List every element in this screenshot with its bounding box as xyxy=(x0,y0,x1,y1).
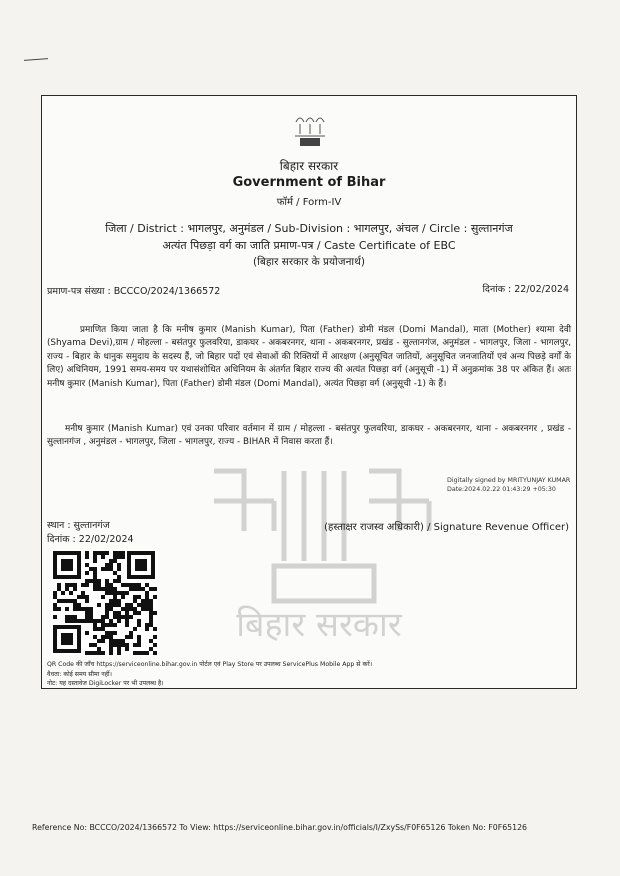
qr-module xyxy=(125,647,129,651)
qr-module xyxy=(121,555,125,559)
qr-module xyxy=(145,623,149,627)
qr-module xyxy=(101,595,105,599)
qr-module xyxy=(97,651,101,655)
qr-module xyxy=(85,583,89,587)
qr-module xyxy=(109,623,113,627)
qr-module xyxy=(117,599,121,603)
qr-module xyxy=(105,631,109,635)
qr-module xyxy=(113,579,117,583)
qr-module xyxy=(109,651,113,655)
qr-module xyxy=(89,643,93,647)
qr-module xyxy=(97,583,101,587)
qr-module xyxy=(121,615,125,619)
qr-module xyxy=(117,575,121,579)
qr-module xyxy=(129,587,133,591)
qr-module xyxy=(57,587,61,591)
qr-module xyxy=(77,607,81,611)
qr-module xyxy=(149,615,153,619)
qr-module xyxy=(121,639,125,643)
qr-module xyxy=(129,603,133,607)
qr-module xyxy=(85,551,89,555)
qr-module xyxy=(101,567,105,571)
qr-module xyxy=(97,603,101,607)
qr-module xyxy=(117,619,121,623)
qr-module xyxy=(113,603,117,607)
qr-module xyxy=(101,551,105,555)
qr-verification-note: QR Code की जाँच https://serviceonline.bihar.gov.in पोर्टल एवं Play Store पर उपलब्ध ServicePlus Mobile App से करें। xyxy=(47,661,373,668)
qr-module xyxy=(133,607,137,611)
qr-module xyxy=(145,627,149,631)
qr-module xyxy=(105,615,109,619)
qr-module xyxy=(137,623,141,627)
qr-module xyxy=(109,559,113,563)
qr-module xyxy=(101,639,105,643)
qr-module xyxy=(149,587,153,591)
qr-module xyxy=(125,623,129,627)
qr-module xyxy=(73,583,77,587)
form-label: फॉर्म / Form-IV xyxy=(276,197,342,208)
qr-module xyxy=(145,595,149,599)
qr-module xyxy=(121,607,125,611)
qr-module xyxy=(97,639,101,643)
qr-module xyxy=(93,643,97,647)
qr-module xyxy=(125,619,129,623)
qr-module xyxy=(85,599,89,603)
qr-module xyxy=(69,599,73,603)
qr-module xyxy=(129,607,133,611)
bihar-emblem-watermark xyxy=(194,451,444,651)
qr-code-icon xyxy=(51,549,157,655)
district-line: जिला / District : भागलपुर, अनुमंडल / Sub-Division : भागलपुर, अंचल / Circle : सुल्तानगंज xyxy=(105,222,513,235)
qr-module xyxy=(101,587,105,591)
qr-module xyxy=(109,583,113,587)
qr-module xyxy=(109,587,113,591)
officer-signature-label: (हस्ताक्षर राजस्व अधिकारी) / Signature Revenue Officer) xyxy=(324,522,569,533)
qr-module xyxy=(93,587,97,591)
qr-module xyxy=(109,643,113,647)
qr-module xyxy=(101,635,105,639)
qr-module xyxy=(133,651,137,655)
qr-module xyxy=(117,611,121,615)
digital-signature-date: Date:2024.02.22 01:43:29 +05:30 xyxy=(447,486,556,493)
qr-module xyxy=(149,611,153,615)
qr-module xyxy=(113,639,117,643)
qr-module xyxy=(125,611,129,615)
qr-module xyxy=(105,567,109,571)
qr-module xyxy=(101,651,105,655)
qr-module xyxy=(101,627,105,631)
qr-module xyxy=(93,579,97,583)
qr-module xyxy=(149,647,153,651)
validity-note: वैधता: कोई समय सीमा नहीं। xyxy=(47,671,112,678)
qr-module xyxy=(113,615,117,619)
qr-module xyxy=(137,643,141,647)
qr-module xyxy=(89,579,93,583)
qr-module xyxy=(53,595,57,599)
qr-module xyxy=(125,635,129,639)
watermark-text: बिहार सरकार xyxy=(236,605,402,645)
qr-module xyxy=(97,627,101,631)
qr-module xyxy=(113,591,117,595)
qr-module xyxy=(97,587,101,591)
qr-module xyxy=(133,583,137,587)
qr-module xyxy=(65,599,69,603)
qr-module xyxy=(117,615,121,619)
qr-module xyxy=(85,595,89,599)
qr-module xyxy=(145,591,149,595)
qr-module xyxy=(117,603,121,607)
qr-module xyxy=(109,631,113,635)
qr-module xyxy=(105,551,109,555)
qr-module xyxy=(89,651,93,655)
qr-module xyxy=(145,607,149,611)
qr-module xyxy=(105,579,109,583)
qr-module xyxy=(73,603,77,607)
qr-module xyxy=(145,603,149,607)
qr-module xyxy=(129,631,133,635)
qr-module xyxy=(53,591,57,595)
certification-paragraph: प्रमाणित किया जाता है कि मनीष कुमार (Manish Kumar), पिता (Father) डोमी मंडल (Domi Mandal), माता (Mother) श्यामा देवी (Shyama Devi),ग्राम / मोहल्ला - बसंतपुर फुलवरिया, डाकघर - अकबरनगर, थाना - अकबरनगर, प्रखंड - सुल्तानगंज, अनुमंडल - भागलपुर, जिला - भागलपुर, राज्य - बिहार के धानुक समुदाय के सदस्य हैं, जो बिहार पदों एवं सेवाओं की रिक्तियों में आरक्षण (अनुसूचित जातियों, अनुसूचित जनजातियों एवं अन्य पिछड़े वर्गों के लिए) अधिनियम, 1991 समय-समय पर यथासंशोधित अधिनियम के अंतर्गत बिहार राज्य की अत्यंत पिछड़ा वर्ग (अनुसूची -1) में अनुक्रमांक 38 पर अंकित हैं। अतः मनीष कुमार (Manish Kumar), पिता (Father) डोमी मंडल (Domi Mandal), अत्यंत पिछड़ा वर्ग (अनुसूची -1) के हैं। xyxy=(47,325,571,389)
qr-module xyxy=(81,595,85,599)
qr-module xyxy=(85,571,89,575)
qr-module xyxy=(113,555,117,559)
place-label: स्थान : सुल्तानगंज xyxy=(47,520,110,531)
qr-module xyxy=(65,583,69,587)
qr-module xyxy=(109,603,113,607)
qr-module xyxy=(125,591,129,595)
qr-module xyxy=(69,615,73,619)
qr-module xyxy=(81,607,85,611)
qr-module xyxy=(117,579,121,583)
qr-module xyxy=(53,603,57,607)
qr-module xyxy=(125,583,129,587)
qr-module xyxy=(149,619,153,623)
qr-module xyxy=(137,651,141,655)
qr-module xyxy=(101,555,105,559)
qr-module xyxy=(93,619,97,623)
qr-module xyxy=(89,611,93,615)
qr-module xyxy=(137,619,141,623)
qr-module xyxy=(105,591,109,595)
qr-module xyxy=(153,611,157,615)
qr-module xyxy=(81,591,85,595)
qr-module xyxy=(61,591,65,595)
qr-module xyxy=(149,623,153,627)
qr-module xyxy=(57,583,61,587)
qr-module xyxy=(153,635,157,639)
qr-module xyxy=(153,627,157,631)
qr-module xyxy=(93,551,97,555)
qr-module xyxy=(69,583,73,587)
qr-module xyxy=(89,567,93,571)
digital-signature xyxy=(447,476,570,494)
qr-module xyxy=(73,615,77,619)
qr-module xyxy=(73,599,77,603)
qr-module xyxy=(85,619,89,623)
qr-module xyxy=(81,619,85,623)
qr-module xyxy=(121,591,125,595)
issue-date: दिनांक : 22/02/2024 xyxy=(47,534,134,545)
qr-module xyxy=(93,571,97,575)
qr-module xyxy=(97,647,101,651)
qr-module xyxy=(125,643,129,647)
qr-module xyxy=(113,611,117,615)
qr-module xyxy=(65,619,69,623)
residence-paragraph: मनीष कुमार (Manish Kumar) एवं उनका परिवार वर्तमान में ग्राम / मोहल्ला - बसंतपुर फुलवरिया, डाकघर - अकबरनगर, थाना - अकबरनगर , प्रखंड - सुल्तानगंज , अनुमंडल - भागलपुर, जिला - भागलपुर, राज्य - BIHAR में निवास करता हैं। xyxy=(47,424,571,448)
qr-module xyxy=(137,635,141,639)
state-name-hindi: बिहार सरकार xyxy=(279,159,339,173)
scan-mark xyxy=(24,58,48,61)
qr-module xyxy=(101,623,105,627)
qr-module xyxy=(109,619,113,623)
qr-module xyxy=(153,651,157,655)
qr-module xyxy=(141,603,145,607)
qr-module xyxy=(117,563,121,567)
qr-module xyxy=(101,619,105,623)
qr-module xyxy=(125,603,129,607)
qr-module xyxy=(133,587,137,591)
qr-module xyxy=(85,631,89,635)
qr-module xyxy=(153,595,157,599)
qr-module xyxy=(85,615,89,619)
qr-module xyxy=(133,643,137,647)
qr-module xyxy=(81,583,85,587)
qr-module xyxy=(109,591,113,595)
qr-module xyxy=(117,551,121,555)
qr-module xyxy=(105,587,109,591)
qr-module xyxy=(137,639,141,643)
certificate-number: प्रमाण-पत्र संख्या : BCCCO/2024/1366572 xyxy=(47,286,221,297)
qr-module xyxy=(121,643,125,647)
qr-module xyxy=(137,583,141,587)
qr-module xyxy=(117,567,121,571)
qr-module xyxy=(133,599,137,603)
qr-module xyxy=(101,615,105,619)
qr-module xyxy=(129,635,133,639)
qr-module xyxy=(61,599,65,603)
qr-module xyxy=(113,571,117,575)
qr-module xyxy=(117,639,121,643)
qr-module xyxy=(85,651,89,655)
qr-module xyxy=(137,587,141,591)
qr-module xyxy=(93,635,97,639)
qr-module xyxy=(133,595,137,599)
qr-module xyxy=(121,551,125,555)
qr-module xyxy=(105,583,109,587)
qr-module xyxy=(73,587,77,591)
bihar-emblem-icon xyxy=(290,110,330,148)
qr-module xyxy=(93,651,97,655)
qr-module xyxy=(113,599,117,603)
qr-module xyxy=(69,619,73,623)
qr-module xyxy=(109,567,113,571)
qr-module xyxy=(121,595,125,599)
qr-module xyxy=(57,607,61,611)
qr-module xyxy=(77,595,81,599)
qr-module xyxy=(125,615,129,619)
qr-module xyxy=(97,619,101,623)
qr-module xyxy=(105,635,109,639)
qr-module xyxy=(145,583,149,587)
qr-module xyxy=(113,631,117,635)
qr-module xyxy=(141,607,145,611)
qr-module xyxy=(105,607,109,611)
certificate-title: अत्यंत पिछड़ा वर्ग का जाति प्रमाण-पत्र / Caste Certificate of EBC xyxy=(162,239,456,252)
qr-module xyxy=(149,607,153,611)
qr-module xyxy=(85,611,89,615)
qr-module xyxy=(117,647,121,651)
qr-module xyxy=(113,587,117,591)
qr-module xyxy=(117,651,121,655)
qr-module xyxy=(145,651,149,655)
qr-module xyxy=(149,599,153,603)
qr-module xyxy=(133,627,137,631)
qr-module xyxy=(125,607,129,611)
qr-module xyxy=(89,615,93,619)
qr-module xyxy=(65,587,69,591)
purpose-line: (बिहार सरकार के प्रयोजनार्थ) xyxy=(253,256,365,268)
certificate-frame xyxy=(41,95,577,689)
qr-module xyxy=(69,591,73,595)
qr-module xyxy=(137,611,141,615)
qr-module xyxy=(85,555,89,559)
qr-module xyxy=(137,595,141,599)
qr-module xyxy=(109,607,113,611)
certificate-date: दिनांक : 22/02/2024 xyxy=(482,284,569,295)
qr-module xyxy=(93,627,97,631)
qr-module xyxy=(65,615,69,619)
qr-module xyxy=(113,623,117,627)
qr-module xyxy=(109,635,113,639)
qr-module xyxy=(105,611,109,615)
qr-module xyxy=(129,583,133,587)
qr-module xyxy=(113,595,117,599)
qr-module xyxy=(109,639,113,643)
reference-footer: Reference No: BCCCO/2024/1366572 To View: https://serviceonline.bihar.gov.in/officials/I/ZxySs/F0F65126 Token No: F0F65126 xyxy=(32,823,528,832)
qr-module xyxy=(97,551,101,555)
qr-module xyxy=(117,555,121,559)
qr-module xyxy=(133,611,137,615)
qr-module xyxy=(117,591,121,595)
qr-module xyxy=(53,615,57,619)
qr-module xyxy=(149,639,153,643)
qr-module xyxy=(149,603,153,607)
qr-module xyxy=(93,575,97,579)
qr-module xyxy=(113,643,117,647)
qr-module xyxy=(73,619,77,623)
qr-module xyxy=(53,607,57,611)
qr-module xyxy=(57,599,61,603)
qr-module xyxy=(109,647,113,651)
qr-module xyxy=(93,583,97,587)
qr-module xyxy=(137,603,141,607)
qr-module xyxy=(105,623,109,627)
qr-module xyxy=(77,603,81,607)
qr-module xyxy=(85,563,89,567)
qr-module xyxy=(93,567,97,571)
government-title: Government of Bihar xyxy=(232,175,386,190)
qr-module xyxy=(153,587,157,591)
qr-module xyxy=(93,559,97,563)
digilocker-note: नोट: यह दस्तावेज DigiLocker पर भी उपलब्ध है। xyxy=(47,680,164,687)
qr-module xyxy=(73,607,77,611)
qr-module xyxy=(141,587,145,591)
qr-module xyxy=(93,555,97,559)
qr-module xyxy=(93,623,97,627)
qr-module xyxy=(89,607,93,611)
qr-module xyxy=(113,559,117,563)
qr-module xyxy=(105,603,109,607)
qr-module xyxy=(141,599,145,603)
qr-module xyxy=(97,579,101,583)
qr-module xyxy=(105,563,109,567)
qr-module xyxy=(121,583,125,587)
qr-module xyxy=(77,619,81,623)
qr-module xyxy=(153,643,157,647)
qr-module xyxy=(109,599,113,603)
digital-signature-signer: Digitally signed by MRITYUNJAY KUMAR xyxy=(447,477,571,484)
qr-module xyxy=(145,599,149,603)
qr-module xyxy=(113,551,117,555)
qr-module xyxy=(117,643,121,647)
qr-module xyxy=(89,619,93,623)
qr-module xyxy=(141,651,145,655)
qr-module xyxy=(85,579,89,583)
qr-module xyxy=(85,607,89,611)
qr-module xyxy=(109,563,113,567)
qr-module xyxy=(65,607,69,611)
qr-module xyxy=(129,615,133,619)
